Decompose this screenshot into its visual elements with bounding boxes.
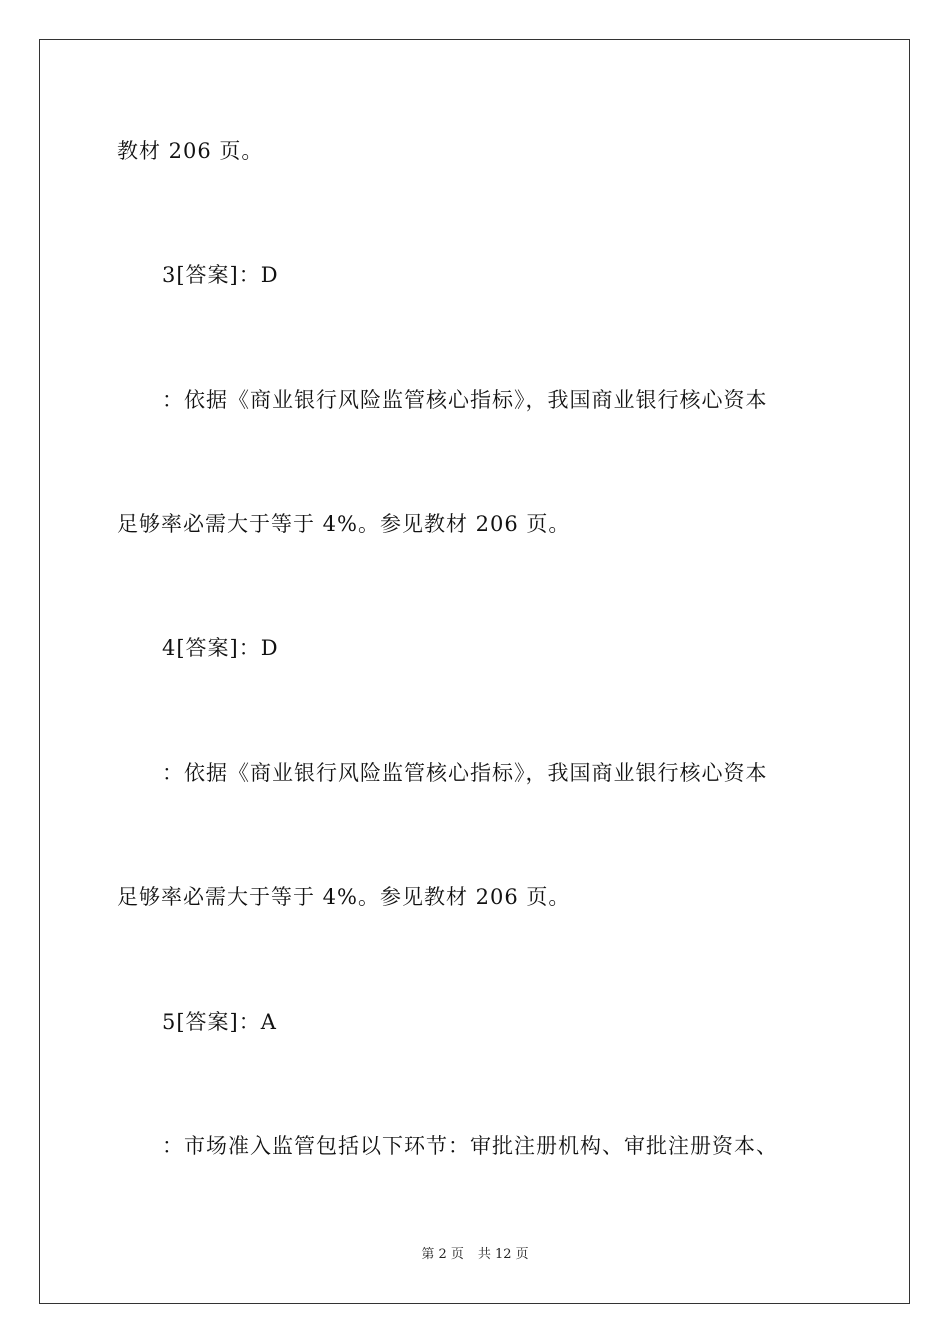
answer-3-heading: 3[答案]：D — [162, 263, 279, 287]
explanation-5-line-1: ：市场准入监管包括以下环节：审批注册机构、审批注册资本、 — [162, 1134, 778, 1158]
explanation-3-line-2: 足够率必需大于等于 4%。参见教材 206 页。 — [117, 512, 571, 536]
page-number: 第 2 页 — [421, 1247, 464, 1262]
answer-5-heading: 5[答案]：A — [162, 1010, 277, 1034]
text-line-1: 教材 206 页。 — [117, 139, 264, 163]
page-total: 共 12 页 — [477, 1247, 529, 1262]
explanation-4-line-2: 足够率必需大于等于 4%。参见教材 206 页。 — [117, 885, 571, 909]
explanation-3-line-1: ：依据《商业银行风险监管核心指标》，我国商业银行核心资本 — [162, 388, 768, 412]
page-border — [39, 39, 910, 1304]
explanation-4-line-1: ：依据《商业银行风险监管核心指标》，我国商业银行核心资本 — [162, 761, 768, 785]
answer-4-heading: 4[答案]：D — [162, 636, 279, 660]
page-footer — [0, 1247, 950, 1263]
